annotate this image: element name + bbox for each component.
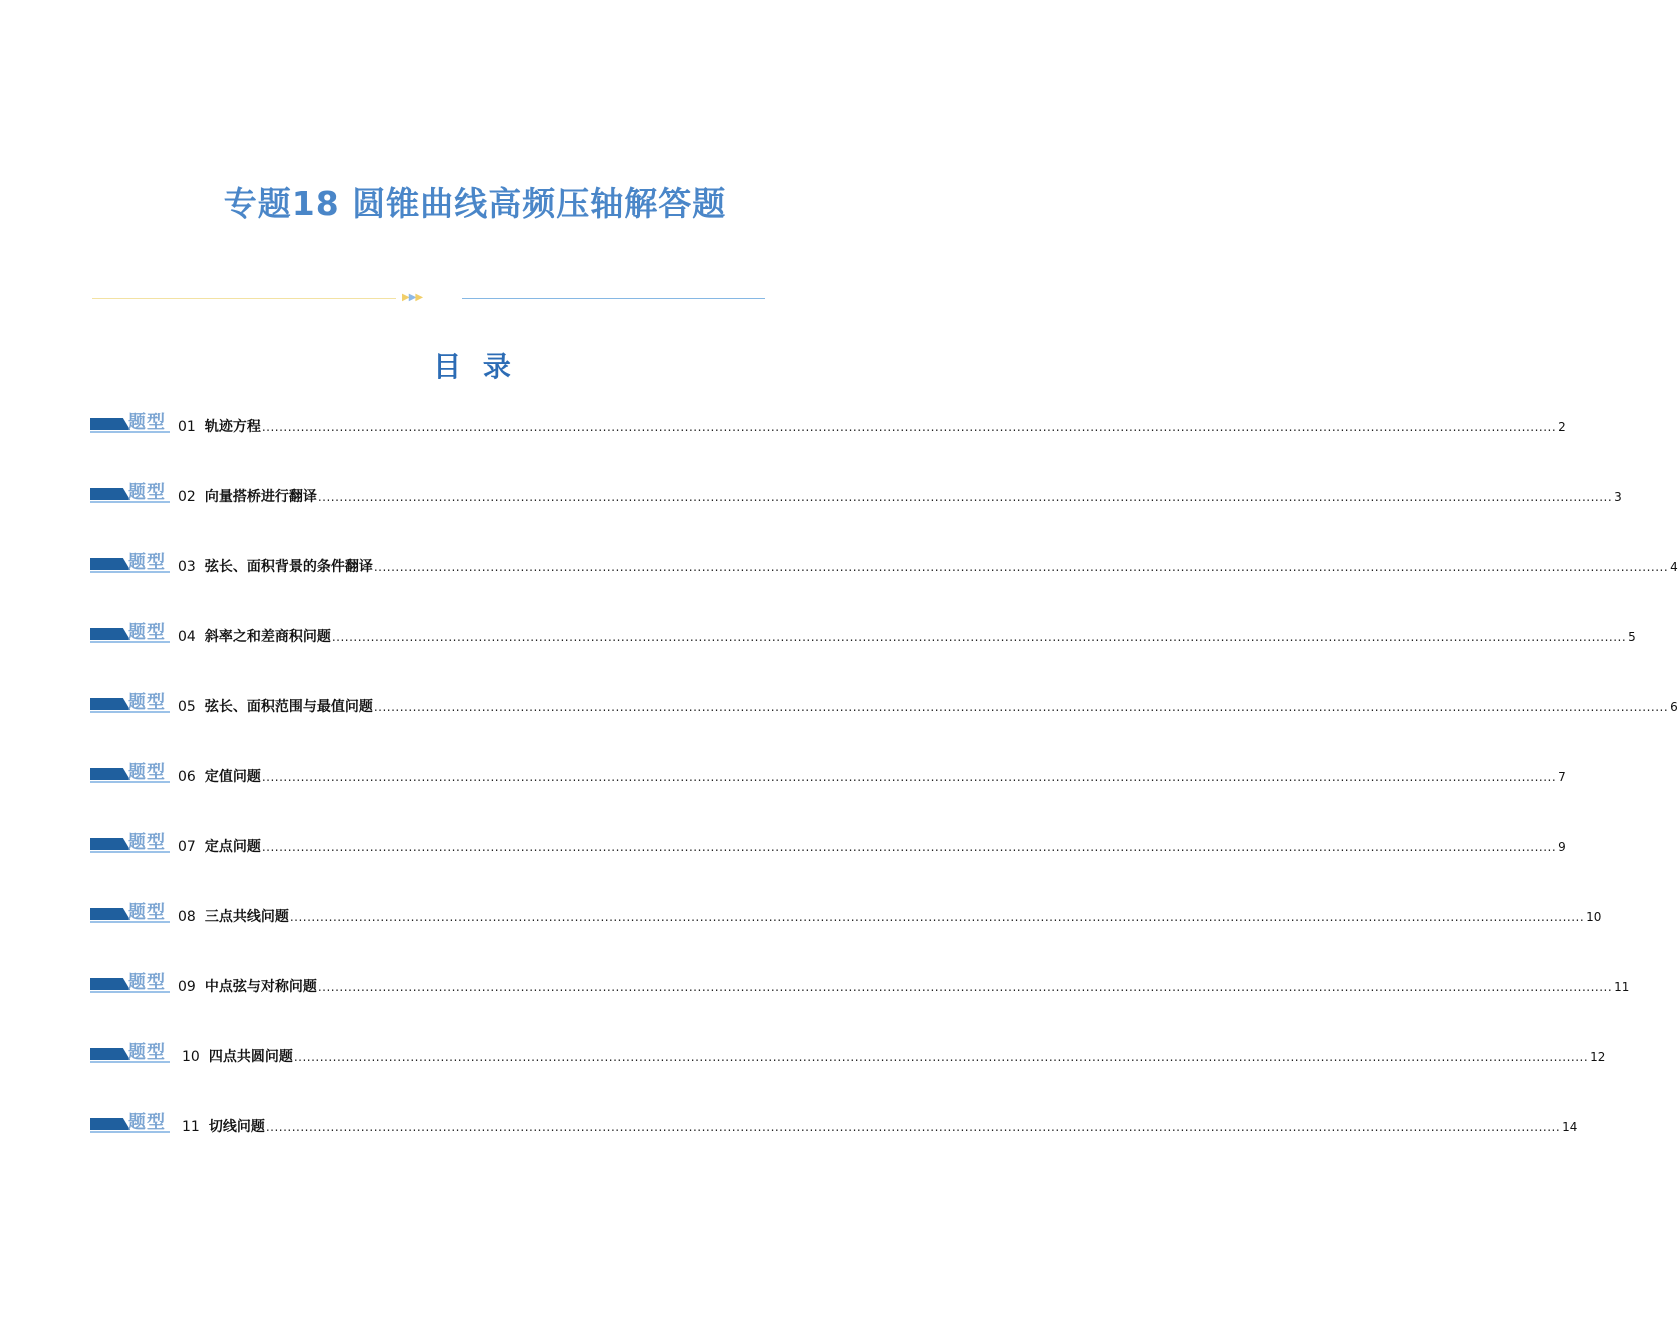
toc-number: 08 (178, 909, 196, 925)
question-type-badge: 题型 (90, 548, 172, 576)
toc-number: 11 (182, 1119, 200, 1135)
toc-page-number: 14 (1562, 1120, 1578, 1134)
divider-arrows-icon: ▶▶▶ (402, 292, 423, 303)
toc-label: 弦长、面积背景的条件翻译 (204, 559, 373, 575)
toc-number: 07 (178, 839, 196, 855)
toc-heading: 目 录 (433, 350, 517, 383)
toc-leader-dots: ............................................................................................................................................................................................................................................................................................................ (289, 910, 1585, 924)
toc-entry-07[interactable] (90, 824, 1566, 894)
toc-number: 10 (182, 1049, 200, 1065)
toc-label: 中点弦与对称问题 (204, 979, 317, 995)
toc-leader-dots: ............................................................................................................................................................................................................................................................................................................ (265, 1120, 1561, 1134)
toc-leader-dots: ............................................................................................................................................................................................................................................................................................................ (373, 560, 1669, 574)
toc-entry-03[interactable] (90, 544, 1678, 614)
toc-page-number: 12 (1590, 1050, 1606, 1064)
toc-entry-08[interactable] (90, 894, 1602, 964)
question-type-badge: 题型 (90, 618, 172, 646)
toc-number: 09 (178, 979, 196, 995)
question-type-badge: 题型 (90, 688, 172, 716)
toc-entry-01[interactable] (90, 404, 1566, 474)
question-type-badge: 题型 (90, 828, 172, 856)
toc-page-number: 7 (1558, 770, 1566, 784)
toc-label: 定点问题 (204, 839, 261, 855)
toc-label: 弦长、面积范围与最值问题 (204, 699, 373, 715)
toc-label: 轨迹方程 (204, 419, 261, 435)
toc-page-number: 5 (1628, 630, 1636, 644)
title-divider (0, 290, 950, 306)
toc-leader-dots: ............................................................................................................................................................................................................................................................................................................ (261, 840, 1557, 854)
toc-label: 四点共圆问题 (208, 1049, 293, 1065)
toc-leader-dots: ............................................................................................................................................................................................................................................................................................................ (261, 770, 1557, 784)
toc-number: 01 (178, 419, 196, 435)
toc-leader-dots: ............................................................................................................................................................................................................................................................................................................ (261, 420, 1557, 434)
toc-page-number: 4 (1670, 560, 1678, 574)
toc-page-number: 6 (1670, 700, 1678, 714)
toc-number: 06 (178, 769, 196, 785)
toc-number: 03 (178, 559, 196, 575)
document-title: 专题18 圆锥曲线高频压轴解答题 (223, 184, 727, 223)
question-type-badge: 题型 (90, 898, 172, 926)
toc-entry-10[interactable] (90, 1034, 1606, 1104)
toc-label: 切线问题 (208, 1119, 265, 1135)
question-type-badge: 题型 (90, 1108, 172, 1136)
toc-entry-02[interactable] (90, 474, 1622, 544)
toc-label: 定值问题 (204, 769, 261, 785)
divider-line-left (92, 298, 396, 299)
toc-entry-04[interactable] (90, 614, 1636, 684)
toc-page-number: 3 (1614, 490, 1622, 504)
toc-entry-05[interactable] (90, 684, 1678, 754)
toc-entry-11[interactable] (90, 1104, 1578, 1174)
question-type-badge: 题型 (90, 968, 172, 996)
divider-line-right (462, 298, 765, 299)
toc-leader-dots: ............................................................................................................................................................................................................................................................................................................ (331, 630, 1627, 644)
toc-entry-06[interactable] (90, 754, 1566, 824)
toc-label: 斜率之和差商积问题 (204, 629, 331, 645)
toc-leader-dots: ............................................................................................................................................................................................................................................................................................................ (293, 1050, 1589, 1064)
question-type-badge: 题型 (90, 408, 172, 436)
toc-label: 三点共线问题 (204, 909, 289, 925)
toc-leader-dots: ............................................................................................................................................................................................................................................................................................................ (317, 490, 1613, 504)
toc-label: 向量搭桥进行翻译 (204, 489, 317, 505)
question-type-badge: 题型 (90, 1038, 172, 1066)
toc-leader-dots: ............................................................................................................................................................................................................................................................................................................ (317, 980, 1613, 994)
toc-number: 04 (178, 629, 196, 645)
toc-leader-dots: ............................................................................................................................................................................................................................................................................................................ (373, 700, 1669, 714)
toc-number: 05 (178, 699, 196, 715)
toc-entry-09[interactable] (90, 964, 1630, 1034)
toc-page-number: 9 (1558, 840, 1566, 854)
toc-page-number: 2 (1558, 420, 1566, 434)
toc-number: 02 (178, 489, 196, 505)
table-of-contents (90, 404, 1678, 1174)
question-type-badge: 题型 (90, 758, 172, 786)
question-type-badge: 题型 (90, 478, 172, 506)
toc-page-number: 10 (1586, 910, 1602, 924)
toc-page-number: 11 (1614, 980, 1630, 994)
